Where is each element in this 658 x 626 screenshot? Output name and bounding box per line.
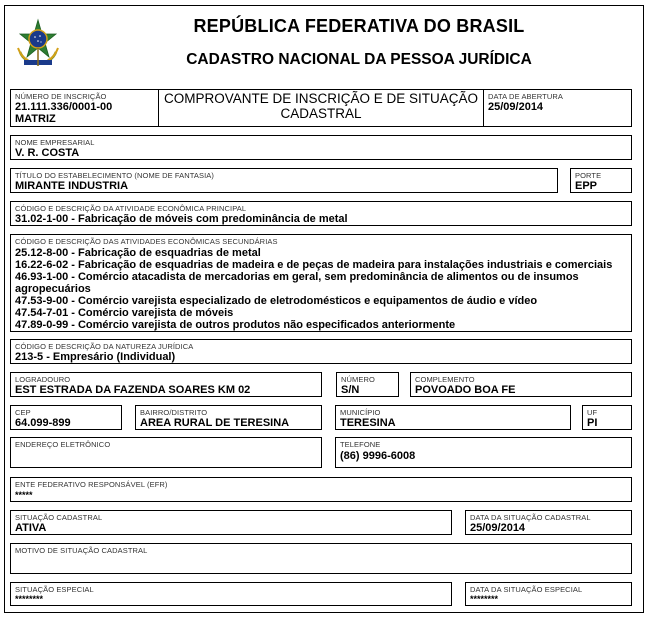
- uf-value: PI: [587, 417, 598, 429]
- inscricao-field: [10, 89, 159, 127]
- list-item: 46.93-1-00 - Comércio atacadista de mercadorias em geral, sem predominância de alimentos ou de insumos agropecuários: [15, 271, 579, 295]
- motivo-situacao-label: MOTIVO DE SITUAÇÃO CADASTRAL: [15, 546, 148, 555]
- porte-value: EPP: [575, 180, 598, 192]
- nome-empresarial-label: NOME EMPRESARIAL: [15, 138, 95, 147]
- inscricao-label: NÚMERO DE INSCRIÇÃO: [15, 92, 107, 101]
- list-item: 16.22-6-02 - Fabricação de esquadrias de madeira e de peças de madeira para instalações industriais e comerciais: [15, 259, 613, 271]
- situacao-cadastral-field: [10, 510, 452, 535]
- data-situacao-field: [465, 510, 632, 535]
- situacao-cadastral-label: SITUAÇÃO CADASTRAL: [15, 513, 103, 522]
- efr-label: ENTE FEDERATIVO RESPONSÁVEL (EFR): [15, 480, 168, 489]
- situacao-especial-value: ********: [15, 594, 44, 604]
- complemento-label: COMPLEMENTO: [415, 375, 475, 384]
- atividades-secundarias-list: [15, 247, 627, 331]
- motivo-situacao-field: [10, 543, 632, 574]
- nome-empresarial-value: V. R. COSTA: [15, 147, 80, 159]
- telefone-value: (86) 9996-6008: [340, 450, 416, 462]
- efr-field: [10, 477, 632, 502]
- municipio-value: TERESINA: [340, 417, 396, 429]
- numero-label: NÚMERO: [341, 375, 375, 384]
- abertura-label: DATA DE ABERTURA: [488, 92, 563, 101]
- natureza-juridica-value: 213-5 - Empresário (Individual): [15, 351, 176, 363]
- situacao-especial-field: [10, 582, 452, 606]
- complemento-value: POVOADO BOA FE: [415, 384, 516, 396]
- bairro-field: [135, 405, 322, 430]
- cep-field: [10, 405, 122, 430]
- porte-label: PORTE: [575, 171, 602, 180]
- email-field: [10, 437, 322, 468]
- list-item: 47.89-0-99 - Comércio varejista de outros produtos não especificados anteriormente: [15, 319, 456, 331]
- logradouro-label: LOGRADOURO: [15, 375, 71, 384]
- bairro-value: AREA RURAL DE TERESINA: [140, 417, 290, 429]
- telefone-label: TELEFONE: [340, 440, 381, 449]
- email-label: ENDEREÇO ELETRÔNICO: [15, 440, 111, 449]
- document-title: COMPROVANTE DE INSCRIÇÃO E DE SITUAÇÃO CADASTRAL: [163, 91, 479, 121]
- cep-value: 64.099-899: [15, 417, 71, 429]
- numero-value: S/N: [341, 384, 360, 396]
- data-situacao-label: DATA DA SITUAÇÃO CADASTRAL: [470, 513, 591, 522]
- page-subtitle: CADASTRO NACIONAL DA PESSOA JURÍDICA: [186, 51, 532, 68]
- porte-field: [570, 168, 632, 193]
- abertura-value: 25/09/2014: [488, 101, 544, 113]
- atividade-principal-field: [10, 201, 632, 226]
- page-title: REPÚBLICA FEDERATIVA DO BRASIL: [193, 16, 525, 36]
- numero-field: [336, 372, 399, 397]
- data-situacao-especial-value: ********: [470, 594, 499, 604]
- data-situacao-especial-field: [465, 582, 632, 606]
- telefone-field: [335, 437, 632, 468]
- municipio-field: [335, 405, 571, 430]
- municipio-label: MUNICÍPIO: [340, 408, 381, 417]
- atividades-secundarias-field: [10, 234, 632, 332]
- inscricao-type: MATRIZ: [15, 113, 56, 125]
- fantasia-field: [10, 168, 558, 193]
- complemento-field: [410, 372, 632, 397]
- situacao-especial-label: SITUAÇÃO ESPECIAL: [15, 585, 94, 594]
- list-item: 25.12-8-00 - Fabricação de esquadrias de metal: [15, 247, 261, 259]
- natureza-juridica-field: [10, 339, 632, 364]
- list-item: 47.54-7-01 - Comércio varejista de móveis: [15, 307, 234, 319]
- nome-empresarial-field: [10, 135, 632, 160]
- abertura-field: [483, 89, 632, 127]
- atividade-principal-label: CÓDIGO E DESCRIÇÃO DA ATIVIDADE ECONÔMICA PRINCIPAL: [15, 204, 247, 213]
- inscricao-value: 21.111.336/0001-00: [15, 101, 113, 113]
- fantasia-label: TÍTULO DO ESTABELECIMENTO (NOME DE FANTASIA): [15, 171, 215, 180]
- logradouro-value: EST ESTRADA DA FAZENDA SOARES KM 02: [15, 384, 251, 396]
- list-item: 47.53-9-00 - Comércio varejista especializado de eletrodomésticos e equipamentos de áudio e vídeo: [15, 295, 538, 307]
- cep-label: CEP: [15, 408, 31, 417]
- natureza-juridica-label: CÓDIGO E DESCRIÇÃO DA NATUREZA JURÍDICA: [15, 342, 194, 351]
- situacao-cadastral-value: ATIVA: [15, 522, 47, 534]
- uf-field: [582, 405, 632, 430]
- bairro-label: BAIRRO/DISTRITO: [140, 408, 208, 417]
- atividade-principal-value: 31.02-1-00 - Fabricação de móveis com predominância de metal: [15, 213, 348, 225]
- atividades-secundarias-label: CÓDIGO E DESCRIÇÃO DAS ATIVIDADES ECONÔMICAS SECUNDÁRIAS: [15, 237, 278, 246]
- logradouro-field: [10, 372, 322, 397]
- efr-value: *****: [15, 490, 33, 500]
- uf-label: UF: [587, 408, 598, 417]
- data-situacao-especial-label: DATA DA SITUAÇÃO ESPECIAL: [470, 585, 583, 594]
- coat-of-arms-icon: [14, 18, 62, 68]
- data-situacao-value: 25/09/2014: [470, 522, 526, 534]
- fantasia-value: MIRANTE INDUSTRIA: [15, 180, 129, 192]
